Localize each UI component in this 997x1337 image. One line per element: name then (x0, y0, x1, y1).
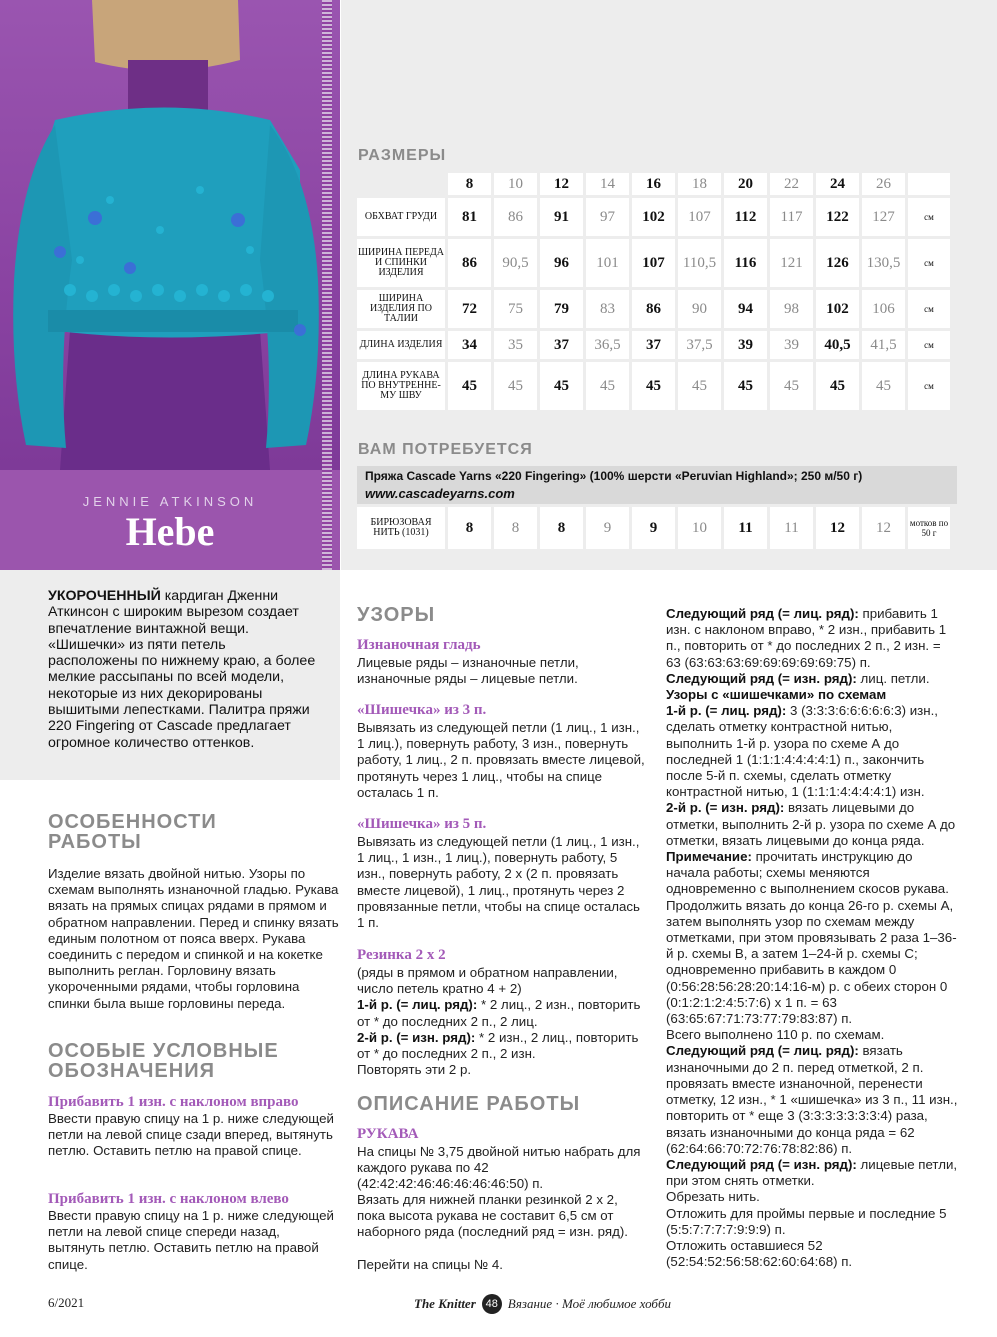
qty-cell: 9 (632, 507, 675, 549)
yarn-color-label: БИРЮЗОВАЯ НИТЬ (1031) (357, 507, 445, 549)
sizes-row (357, 362, 950, 410)
instruction-paragraph: Продолжить вязать до конца 26-го р. схемы А, затем выполнять узор по схемам между отметками, при этом провязывать 2 раза 1–36-й р. схемы В, а затем 1–24-й р. схемы С; одновременно прибавить в каждом 0 (0:56:28:56:28:20:14:16-м) р. с обеих сторон 0 (0:1:2:1:2:4:5:7:6) х 1 п. = 63 (63:65:67:71:73:77:79:83:87) п. (666, 897, 957, 1027)
instruction-paragraph: Следующий ряд (= изн. ряд): лицевые петли, при этом снять отметки. (666, 1156, 958, 1189)
designer-name: JENNIE ATKINSON (82, 494, 258, 509)
measurement-value: 122 (816, 198, 859, 236)
sizes-table (354, 170, 953, 413)
unit-cell: см (908, 331, 950, 359)
size-16: 16 (632, 173, 675, 195)
size-8: 8 (448, 173, 491, 195)
measurement-value: 37 (540, 331, 583, 359)
measurement-value: 117 (770, 198, 813, 236)
yarn-quantity-row (357, 507, 950, 549)
qty-unit: мотков по 50 г (908, 507, 950, 549)
measurement-value: 37 (632, 331, 675, 359)
description-heading: ОПИСАНИЕ РАБОТЫ (357, 1093, 581, 1115)
rib-repeat: Повторять эти 2 р. (357, 1062, 472, 1078)
measurement-value: 39 (724, 331, 767, 359)
qty-cell: 11 (770, 507, 813, 549)
measurement-value: 98 (770, 290, 813, 328)
measurement-label: ОБХВАТ ГРУДИ (357, 198, 445, 236)
measurement-value: 45 (494, 362, 537, 410)
measurement-value: 116 (724, 239, 767, 287)
measurement-value: 86 (632, 290, 675, 328)
qty-cell: 12 (862, 507, 905, 549)
measurement-value: 130,5 (862, 239, 905, 287)
symbol-text-right: Ввести правую спицу на 1 р. ниже следующей петли на левой спице сзади вперед, вытянуть петлю. Оставить петлю на правой спице. (48, 1111, 334, 1159)
measurement-value: 39 (770, 331, 813, 359)
symbol-title-left: Прибавить 1 изн. с наклоном влево (48, 1191, 289, 1207)
yarn-box (357, 466, 957, 504)
pattern-text-reverse-stockinette: Лицевые ряды – изнаночные петли, изнаночные ряды – лицевые петли. (357, 655, 579, 687)
intro-lead: УКОРОЧЕННЫЙ (48, 588, 161, 604)
measurement-value: 41,5 (862, 331, 905, 359)
pattern-title-rib: Резинка 2 х 2 (357, 947, 446, 963)
measurement-label: ДЛИНА ИЗДЕЛИЯ (357, 331, 445, 359)
zipper-decoration (322, 0, 332, 570)
unit-cell: см (908, 198, 950, 236)
measurement-label: ШИРИНА ПЕРЕДА И СПИНКИ ИЗДЕЛИЯ (357, 239, 445, 287)
instruction-paragraph: Всего выполнено 110 р. по схемам. (666, 1027, 885, 1043)
measurement-value: 34 (448, 331, 491, 359)
measurement-value: 112 (724, 198, 767, 236)
measurement-value: 75 (494, 290, 537, 328)
pattern-text-bobble-5: Вывязать из следующей петли (1 лиц., 1 изн., 1 лиц., 1 изн., 1 лиц.), повернуть работу, 5 изн., повернуть работу, 2 х (2 п. провязать вместе лицевой), 1 лиц., протянуть через 2 провязанные петли, чтобы на спице осталась 1 п. (357, 834, 640, 931)
size-10: 10 (494, 173, 537, 195)
sizes-header-row (357, 173, 950, 195)
measurement-value: 127 (862, 198, 905, 236)
qty-cell: 8 (448, 507, 491, 549)
instruction-paragraph: 1-й р. (= лиц. ряд): 3 (3:3:3:6:6:6:6:6:3) изн., сделать отметку контрастной нитью, выполнить 1-й р. узора по схеме А до последней 1 (1:1:1:4:4:4:4:1) п., закончить после 5-й п. схемы, сделать отметку контрастной нитью, 1 (1:1:1:4:4:4:4:1) изн. (666, 703, 938, 800)
measurement-value: 94 (724, 290, 767, 328)
sizes-heading: РАЗМЕРЫ (358, 147, 447, 164)
sleeves-heading: РУКАВА (357, 1126, 419, 1142)
sleeves-p3: Перейти на спицы № 4. (357, 1257, 504, 1272)
instruction-paragraph: Обрезать нить. (666, 1189, 760, 1205)
footer-masthead (414, 1294, 671, 1314)
patterns-heading: УЗОРЫ (357, 604, 436, 626)
features-text: Изделие вязать двойной нитью. Узоры по схемам выполнять изнаночной гладью. Рукава вязать на прямых спицах рядами в прямом и обратном направлении. Перед и спинку вязать единым полотном от пояса вверх. Рукава соединить с передом и спинкой и на кокетке выполнить реглан. Горловину вязать укороченными рядами, чтобы горловина спинки была выше горловины переда. (48, 866, 339, 1011)
magazine-tagline: Вязание · Моё любимое хобби (507, 1296, 671, 1311)
measurement-value: 96 (540, 239, 583, 287)
measurement-value: 45 (448, 362, 491, 410)
pattern-title-reverse-stockinette: Изнаночная гладь (357, 637, 481, 653)
unit-cell: см (908, 290, 950, 328)
measurement-value: 45 (540, 362, 583, 410)
qty-cell: 8 (494, 507, 537, 549)
size-14: 14 (586, 173, 629, 195)
measurement-value: 110,5 (678, 239, 721, 287)
measurement-value: 97 (586, 198, 629, 236)
size-26: 26 (862, 173, 905, 195)
sizes-row (357, 290, 950, 328)
measurement-value: 45 (862, 362, 905, 410)
measurement-value: 107 (632, 239, 675, 287)
rib-row-2: 2-й р. (= изн. ряд): * 2 изн., 2 лиц., повторить от * до последних 2 п., 2 изн. (357, 1029, 639, 1062)
measurement-value: 45 (632, 362, 675, 410)
qty-cell: 11 (724, 507, 767, 549)
size-12: 12 (540, 173, 583, 195)
issue-number: 6/2021 (48, 1295, 85, 1310)
unit-cell: см (908, 239, 950, 287)
measurement-value: 79 (540, 290, 583, 328)
symbol-title-right: Прибавить 1 изн. с наклоном вправо (48, 1094, 299, 1110)
yarn-description: Пряжа Cascade Yarns «220 Fingering» (100% шерсти «Peruvian Highland»; 250 м/50 г) (365, 469, 863, 483)
qty-cell: 9 (586, 507, 629, 549)
measurement-value: 126 (816, 239, 859, 287)
instruction-paragraph: Следующий ряд (= изн. ряд): лиц. петли. (666, 670, 930, 686)
measurement-label: ШИРИНА ИЗДЕЛИЯ ПО ТАЛИИ (357, 290, 445, 328)
size-22: 22 (770, 173, 813, 195)
measurement-value: 121 (770, 239, 813, 287)
measurement-value: 107 (678, 198, 721, 236)
size-20: 20 (724, 173, 767, 195)
measurement-value: 37,5 (678, 331, 721, 359)
pattern-title-bobble-5: «Шишечка» из 5 п. (357, 816, 487, 832)
instruction-paragraph: 2-й р. (= изн. ряд): вязать лицевыми до отметки, выполнить 2-й р. узора по схеме А до отметки, вязать лицевыми до конца ряда. (666, 800, 956, 848)
measurement-value: 90 (678, 290, 721, 328)
unit-cell: см (908, 362, 950, 410)
pattern-title-bobble-3: «Шишечка» из 3 п. (357, 702, 487, 718)
measurement-value: 45 (770, 362, 813, 410)
measurement-value: 45 (678, 362, 721, 410)
measurement-value: 102 (816, 290, 859, 328)
measurement-value: 106 (862, 290, 905, 328)
sizes-row (357, 331, 950, 359)
measurement-value: 45 (816, 362, 859, 410)
measurement-value: 102 (632, 198, 675, 236)
instructions-right-column (666, 606, 958, 1270)
yarn-quantity-table (354, 504, 953, 552)
magazine-name: The Knitter (414, 1296, 476, 1311)
measurement-value: 45 (586, 362, 629, 410)
instruction-paragraph: Следующий ряд (= лиц. ряд): вязать изнаночными до 2 п. перед отметкой, 2 п. провязать вместе изнаночной, перенести отметку, 12 изн., * 1 «шишечка» из 3 п., 11 изн., повторить от * еще 3 (3:3:3:3:3:3:3:4) раза, вязать изнаночными до конца ряда = 62 (62:64:66:70:72:76:78:82:86) п. (666, 1043, 958, 1156)
sleeves-p1: На спицы № 3,75 двойной нитью набрать для каждого рукава по 42 (42:42:42:46:46:46:46:46:50) п. (357, 1144, 641, 1192)
pattern-title: Hebe (125, 509, 215, 554)
measurement-value: 40,5 (816, 331, 859, 359)
measurement-value: 101 (586, 239, 629, 287)
measurement-value: 91 (540, 198, 583, 236)
symbol-text-left: Ввести правую спицу на 1 р. ниже следующей петли на левой спице спереди назад, вытянуть петлю. Оставить петлю на правой спице. (48, 1208, 334, 1272)
instruction-paragraph: Отложить для проймы первые и последние 5 (5:5:7:7:7:7:9:9:9) п. (666, 1205, 947, 1237)
size-24: 24 (816, 173, 859, 195)
instruction-paragraph: Отложить оставшиеся 52 (52:54:52:56:58:62:60:64:68) п. (666, 1237, 853, 1270)
qty-cell: 8 (540, 507, 583, 549)
measurement-value: 81 (448, 198, 491, 236)
instruction-paragraph: Следующий ряд (= лиц. ряд): прибавить 1 изн. с наклоном вправо, * 2 изн., прибавить 1 п., повторить от * до последних 2 п., 2 изн. = 63 (63:63:63:69:69:69:69:69:75) п. (666, 606, 947, 670)
features-heading: ОСОБЕННОСТИ РАБОТЫ (48, 811, 217, 853)
rib-row-1: 1-й р. (= лиц. ряд): * 2 лиц., 2 изн., повторить от * до последних 2 п., 2 лиц. (357, 997, 641, 1029)
measurement-value: 90,5 (494, 239, 537, 287)
sizes-row (357, 198, 950, 236)
measurement-value: 83 (586, 290, 629, 328)
sleeves-p2: Вязать для нижней планки резинкой 2 х 2, пока высота рукава не составит 6,5 см от наборного ряда (последний ряд = изн. ряд). (357, 1192, 628, 1240)
rib-note: (ряды в прямом и обратном направлении, число петель кратно 4 + 2) (357, 965, 618, 997)
yarn-website-link[interactable]: www.cascadeyarns.com (365, 486, 515, 501)
instruction-paragraph: Узоры с «шишечками» по схемам (666, 687, 887, 703)
model-photo-illustration (0, 0, 340, 470)
materials-heading: ВАМ ПОТРЕБУЕТСЯ (358, 441, 533, 458)
cover-photo (0, 0, 340, 570)
qty-cell: 12 (816, 507, 859, 549)
symbols-heading: ОСОБЫЕ УСЛОВНЫЕ ОБОЗНАЧЕНИЯ (48, 1040, 279, 1082)
measurement-value: 36,5 (586, 331, 629, 359)
rib-instructions (357, 965, 647, 1078)
instruction-paragraph: Примечание: прочитать инструкцию до начала работы; схемы меняются одновременно с выполнением скосов рукава. (666, 849, 949, 897)
measurement-value: 86 (448, 239, 491, 287)
intro-text: УКОРОЧЕННЫЙ кардиган Дженни Аткинсон с широким вырезом создает впечатление винтажной вещи. «Шишечки» из пяти петель расположены по нижнему краю, а более мелкие рассыпаны по всей модели, некоторые из них декорированы вышитыми лепестками. Палитра пряжи 220 Fingering от Cascade предлагает огромное количество оттенков. (48, 588, 316, 751)
size-18: 18 (678, 173, 721, 195)
measurement-value: 45 (724, 362, 767, 410)
sizes-row (357, 239, 950, 287)
measurement-value: 86 (494, 198, 537, 236)
measurement-value: 35 (494, 331, 537, 359)
measurement-label: ДЛИНА РУКАВА ПО ВНУТРЕННЕ-МУ ШВУ (357, 362, 445, 410)
measurement-value: 72 (448, 290, 491, 328)
pattern-text-bobble-3: Вывязать из следующей петли (1 лиц., 1 изн., 1 лиц.), повернуть работу, 3 изн., повернуть работу, 1 лиц., 2 п. провязать вместе лицевой, протянуть через 1 лиц., чтобы на спице осталась 1 п. (357, 720, 645, 800)
page-number: 48 (482, 1294, 502, 1314)
qty-cell: 10 (678, 507, 721, 549)
